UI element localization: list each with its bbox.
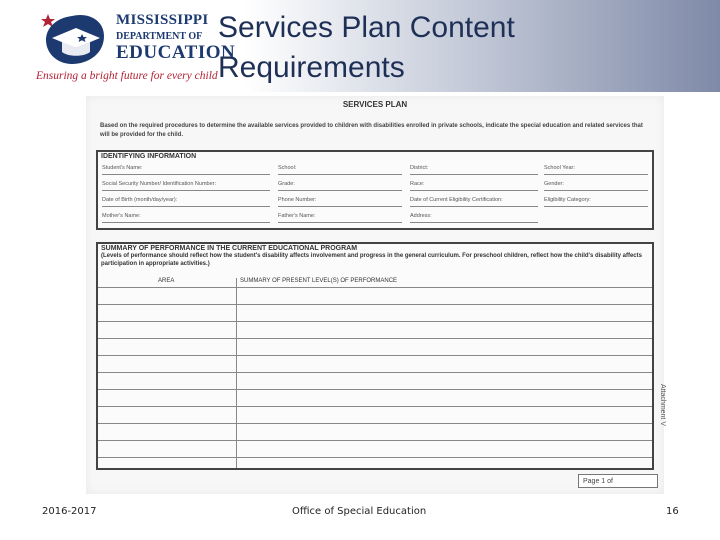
col-summary: SUMMARY OF PRESENT LEVEL(S) OF PERFORMANCE [240,278,398,284]
identifying-information-box [96,150,654,230]
services-plan-form-image [86,96,664,494]
field-school-year: School Year: [544,164,648,175]
field-gender: Gender: [544,180,648,191]
slide-title-line-1: Services Plan Content [218,11,515,44]
page-of-box: Page 1 of [578,474,658,488]
table-row [98,457,652,458]
performance-heading: SUMMARY OF PERFORMANCE IN THE CURRENT EDUCATIONAL PROGRAM [101,245,358,252]
identifying-heading: IDENTIFYING INFORMATION [101,153,197,160]
field-ssn: Social Security Number/ Identification Number: [102,180,270,191]
table-row [98,321,652,322]
footer-year: 2016-2017 [42,506,97,517]
field-school: School: [278,164,402,175]
performance-subtext: (Levels of performance should reflect how the student's disability affects involvement and progress in the general curriculum. For preschool children, reflect how the child's disability affects participation in appropriate activities.) [101,253,642,267]
table-row [98,406,652,407]
table-row [98,304,652,305]
table-row [98,389,652,390]
performance-table [98,278,652,468]
table-row [98,372,652,373]
field-student-name: Student's Name: [102,164,270,175]
field-phone: Phone Number: [278,196,402,207]
form-title: SERVICES PLAN [342,100,408,109]
form-intro: Based on the required procedures to determine the available services provided to children with disabilities enrolled in private schools, indicate the special education and related services that will be provided for the child. [100,123,643,138]
field-grade: Grade: [278,180,402,191]
field-district: District: [410,164,538,175]
footer-office: Office of Special Education [292,506,427,517]
table-row [98,355,652,356]
logo-line-2: DEPARTMENT OF [116,31,203,42]
table-row [98,338,652,339]
logo-line-1: MISSISSIPPI [116,12,209,28]
graduation-cap-star-icon [38,10,108,68]
table-row [98,287,652,288]
field-father-name: Father's Name: [278,212,402,223]
field-mother-name: Mother's Name: [102,212,270,223]
col-area: AREA [158,278,175,284]
slide-title-line-2: Requirements [218,51,405,84]
performance-summary-box [96,242,654,470]
attachment-label: Attachment V [659,383,666,426]
field-eligibility-date: Date of Current Eligibility Certification: [410,196,538,207]
field-address: Address: [410,212,538,223]
slide-title [218,8,515,88]
footer-page-number: 16 [666,506,679,517]
logo-line-3: EDUCATION [116,42,236,63]
mde-logo [8,4,236,86]
field-eligibility-category: Eligibility Category: [544,196,648,207]
field-dob: Date of Birth (month/day/year): [102,196,270,207]
logo-tagline: Ensuring a bright future for every child [36,70,218,82]
table-row [98,423,652,424]
field-race: Race: [410,180,538,191]
header-band [0,0,720,92]
table-row [98,440,652,441]
